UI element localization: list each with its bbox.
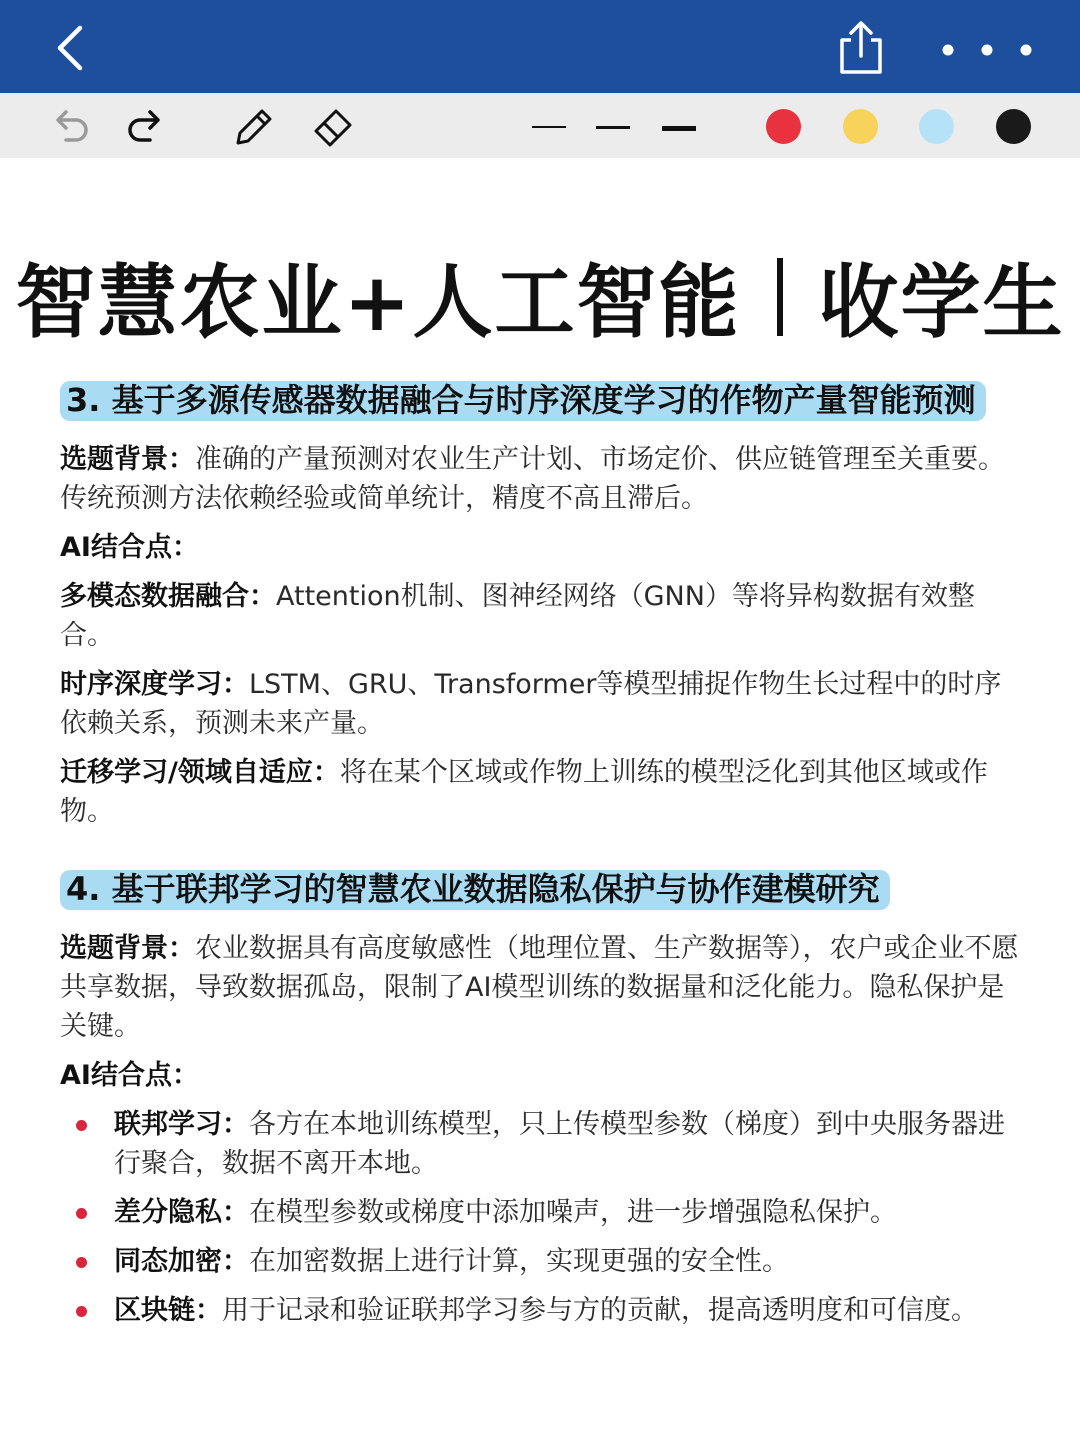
bullet-item: 同态加密：在加密数据上进行计算，实现更强的安全性。 bbox=[60, 1242, 1020, 1281]
section3-point: 时序深度学习：LSTM、GRU、Transformer等模型捕捉作物生长过程中的时序依赖关系，预测未来产量。 bbox=[60, 669, 1002, 739]
title-left: 智慧农业+人工智能 bbox=[15, 256, 741, 349]
page-title bbox=[0, 238, 1080, 353]
back-chevron-icon[interactable] bbox=[48, 22, 96, 74]
title-right: 收学生 bbox=[818, 256, 1065, 349]
bullet-dot-icon bbox=[76, 1306, 87, 1317]
top-nav-bar bbox=[0, 0, 1080, 93]
note-content bbox=[60, 378, 1020, 1340]
eraser-icon[interactable] bbox=[310, 103, 356, 149]
section3-point: 迁移学习/领域自适应：将在某个区域或作物上训练的模型泛化到其他区域或作物。 bbox=[60, 757, 988, 827]
color-lightblue-swatch[interactable] bbox=[919, 109, 954, 144]
section3-point: 多模态数据融合：Attention机制、图神经网络（GNN）等将异构数据有效整合。 bbox=[60, 581, 975, 651]
stroke-medium-option[interactable] bbox=[590, 107, 636, 145]
section3-heading: 3. 基于多源传感器数据融合与时序深度学习的作物产量智能预测 bbox=[60, 378, 1020, 422]
more-options-icon[interactable] bbox=[936, 38, 1042, 62]
section4-heading: 4. 基于联邦学习的智慧农业数据隐私保护与协作建模研究 bbox=[60, 867, 1020, 911]
bullet-dot-icon bbox=[76, 1208, 87, 1219]
section3-background: 选题背景：准确的产量预测对农业生产计划、市场定价、供应链管理至关重要。传统预测方法依赖经验或简单统计，精度不高且滞后。 bbox=[60, 444, 1005, 514]
section4-background: 选题背景：农业数据具有高度敏感性（地理位置、生产数据等），农户或企业不愿共享数据，导致数据孤岛，限制了AI模型训练的数据量和泛化能力。隐私保护是关键。 bbox=[60, 933, 1019, 1042]
pencil-icon[interactable] bbox=[230, 103, 276, 149]
title-divider bbox=[777, 258, 783, 336]
color-black-swatch[interactable] bbox=[996, 109, 1031, 144]
color-red-swatch[interactable] bbox=[766, 109, 801, 144]
section3-ai-label: AI结合点： bbox=[60, 532, 199, 563]
redo-icon[interactable] bbox=[122, 103, 168, 149]
undo-icon[interactable] bbox=[48, 103, 94, 149]
bullet-item: 区块链：用于记录和验证联邦学习参与方的贡献，提高透明度和可信度。 bbox=[60, 1291, 1020, 1330]
bullet-dot-icon bbox=[76, 1120, 87, 1131]
stroke-thin-option[interactable] bbox=[526, 107, 572, 145]
share-icon[interactable] bbox=[836, 20, 886, 76]
section4-bullet-list bbox=[60, 1105, 1020, 1330]
bullet-item: 差分隐私：在模型参数或梯度中添加噪声，进一步增强隐私保护。 bbox=[60, 1193, 1020, 1232]
color-yellow-swatch[interactable] bbox=[843, 109, 878, 144]
bullet-item: 联邦学习：各方在本地训练模型，只上传模型参数（梯度）到中央服务器进行聚合，数据不离开本地。 bbox=[60, 1105, 1020, 1183]
stroke-thick-option[interactable] bbox=[656, 107, 702, 145]
bullet-dot-icon bbox=[76, 1257, 87, 1268]
drawing-toolbar bbox=[0, 93, 1080, 158]
section4-ai-label: AI结合点： bbox=[60, 1060, 199, 1091]
